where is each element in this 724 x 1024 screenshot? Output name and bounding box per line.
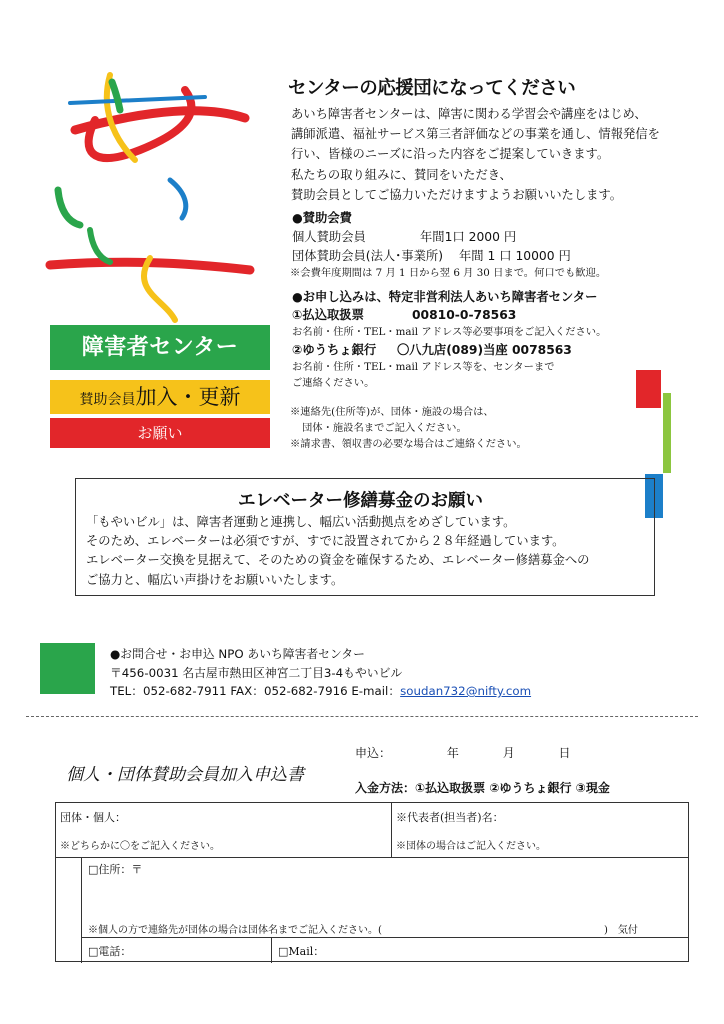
contact-green-square	[40, 643, 95, 694]
year-label: 年	[446, 746, 459, 760]
contact-phones	[110, 682, 531, 701]
intro-line: あいち障害者センターは、障害に関わる学習会や講座をはじめ、	[291, 107, 647, 121]
intro-line: 行い、皆様のニーズに沿った内容をご提案していきます。	[291, 147, 610, 162]
intro-line: 賛助会員としてご協力いただけますようお願いいたします。	[291, 187, 623, 202]
form-divider	[391, 803, 392, 857]
address-note: ※個人の方で連絡先が団体の場合は団体名までご記入ください。(	[88, 925, 382, 936]
intro-line: 私たちの取り組みに、賛同をいただき、	[291, 167, 512, 182]
address-field[interactable]: □住所：〒	[88, 863, 143, 876]
elevator-line: エレベーター交換を見据えて、そのための資金を確保するため、エレベーター修繕募金への	[86, 553, 590, 568]
bank-detail: 〇八九店(089)当座 0078563	[397, 343, 572, 357]
payment-methods: 入金方法：①払込取扱票 ②ゆうちょ銀行 ③現金	[355, 781, 610, 795]
address-note-end: ) 気付	[604, 925, 638, 936]
join-label-small: 賛助会員	[79, 392, 136, 408]
form-divider	[56, 857, 688, 858]
support-intro	[291, 104, 711, 205]
transfer-number: 00810-0-78563	[412, 308, 517, 322]
logo-stroke-blue	[170, 180, 186, 218]
month-label: 月	[502, 746, 515, 760]
fee-group-value: 年間 1 口 10000 円	[459, 249, 571, 263]
cut-line	[26, 716, 698, 717]
elevator-body	[86, 513, 646, 590]
day-label: 日	[558, 746, 571, 760]
join-renew-banner	[50, 380, 270, 414]
request-banner: お願い	[50, 418, 270, 448]
application-form-table	[55, 802, 689, 962]
tel-prefix: TEL：	[110, 684, 144, 698]
form-divider	[81, 857, 82, 963]
invoice-note: ※請求書、領収書の必要な場合はご連絡ください。	[290, 438, 527, 450]
contact-address: 〒456-0031 名古屋市熱田区神宮二丁目3-4もやいビル	[110, 665, 403, 680]
fee-group-label: 団体賛助会員(法人･事業所)	[292, 249, 444, 263]
fee-individual-value: 年間1口 2000 円	[420, 230, 517, 244]
apply-label: 申込：	[355, 746, 392, 760]
apply-date-row	[355, 744, 571, 761]
transfer-note: お名前・住所・TEL・mail アドレス等必要事項をご記入ください。	[292, 326, 607, 338]
phone-field[interactable]: □電話：	[88, 945, 132, 958]
email-link[interactable]: soudan732@nifty.com	[400, 684, 532, 698]
elevator-line: ご協力と、幅広い声掛けをお願いいたします。	[86, 572, 344, 587]
group-individual-field[interactable]: 団体・個人：	[60, 811, 126, 824]
logo-stroke-green	[112, 82, 120, 110]
fee-individual-label: 個人賛助会員	[292, 230, 366, 244]
contact-info	[110, 645, 531, 701]
contact-note-1: ※連絡先(住所等)が、団体・施設の場合は、	[290, 406, 494, 418]
bank-note-1: お名前・住所・TEL・mail アドレス等を、センターまで	[292, 361, 555, 373]
elevator-line: そのため、エレベーターは必須ですが、すでに設置されてから２８年経過しています。	[86, 534, 565, 549]
logo-stroke-green	[58, 190, 80, 225]
group-note: ※どちらかに〇をご記入ください。	[60, 841, 220, 852]
decor-green-bar	[663, 393, 671, 473]
logo-stroke-blue	[70, 97, 205, 103]
elevator-line: 「もやいビル」は、障害者運動と連携し、幅広い活動拠点をめざしています。	[86, 515, 516, 529]
fee-heading: ●賛助会費	[292, 211, 352, 225]
representative-field[interactable]: ※代表者(担当者)名：	[396, 811, 504, 824]
join-label-big: 加入・更新	[135, 385, 241, 409]
mail-field[interactable]: □Mail：	[278, 945, 325, 958]
email-label: E-mail：	[351, 684, 401, 698]
tel-number: 052-682-7911	[143, 684, 227, 698]
fax-number: FAX：052-682-7916	[230, 684, 348, 698]
form-title: 個人・団体賛助会員加入申込書	[66, 765, 304, 785]
transfer-label: ①払込取扱票	[292, 308, 364, 322]
contact-line-1: ●お問合せ・お申込 NPO あいち障害者センター	[110, 647, 365, 661]
fee-note: ※会費年度期間は 7 月 1 日から翌 6 月 30 日まで。何口でも歓迎。	[290, 267, 607, 279]
contact-note-2: 団体・施設名までご記入ください。	[302, 422, 467, 434]
center-name-banner: 障害者センター	[50, 325, 270, 370]
intro-line: 講師派遣、福祉サービス第三者評価などの事業を通し、情報発信を	[291, 127, 660, 142]
form-divider	[271, 937, 272, 963]
decor-red-square	[636, 370, 661, 408]
elevator-title: エレベーター修繕募金のお願い	[238, 491, 483, 511]
logo-stroke-red	[75, 111, 245, 130]
representative-note: ※団体の場合はご記入ください。	[396, 841, 546, 852]
bank-label: ②ゆうちょ銀行	[292, 343, 377, 357]
support-title: センターの応援団になってください	[288, 78, 576, 99]
logo-hiragana-art	[0, 0, 290, 330]
form-divider	[81, 937, 688, 938]
apply-heading: ●お申し込みは、特定非営利法人あいち障害者センター	[292, 290, 598, 304]
bank-note-2: ご連絡ください。	[292, 377, 375, 389]
logo-stroke-green	[90, 230, 110, 262]
